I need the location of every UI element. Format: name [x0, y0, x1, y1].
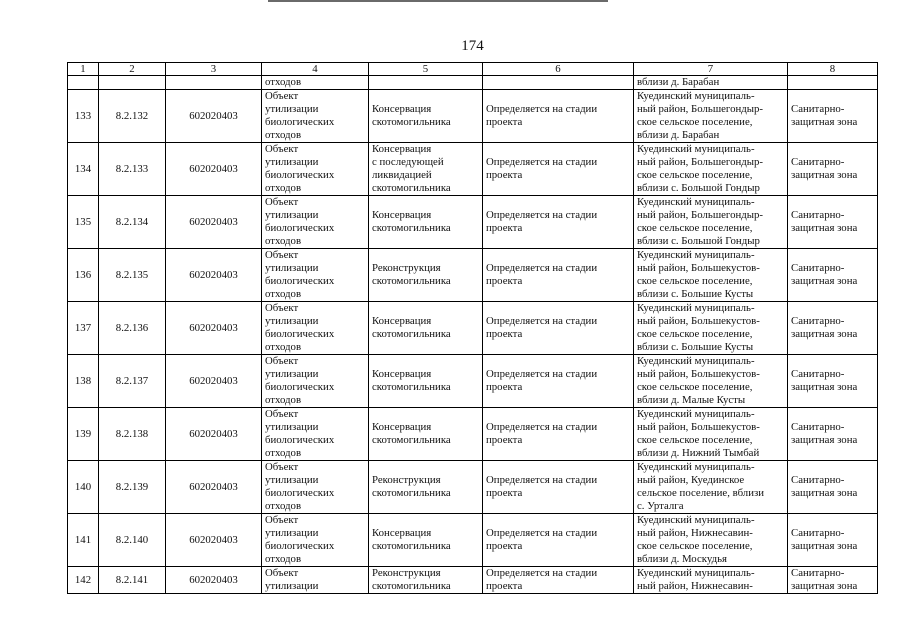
cell-no: 133 [68, 90, 99, 143]
cell-no: 140 [68, 461, 99, 514]
cell-action: Консервация скотомогильника [369, 90, 483, 143]
cell-zone: Санитарно- защитная зона [788, 408, 878, 461]
cell-term: Определяется на стадии проекта [483, 196, 634, 249]
top-rule [268, 0, 608, 2]
cell-id: 602020403 [166, 90, 262, 143]
cell-zone [788, 76, 878, 90]
cell-object: Объект утилизации биологических отходов [262, 90, 369, 143]
cell-action: Консервация скотомогильника [369, 355, 483, 408]
cell-id: 602020403 [166, 567, 262, 594]
cell-id: 602020403 [166, 408, 262, 461]
col-header-5: 5 [369, 63, 483, 76]
table-row [68, 514, 878, 567]
table-row [68, 302, 878, 355]
cell-action: Консервация скотомогильника [369, 514, 483, 567]
cell-location: Куединский муниципаль- ный район, Большегондыр- ское сельское поселение, вблизи с. Большой Гондыр [634, 196, 788, 249]
cell-location: Куединский муниципаль- ный район, Большекустов- ское сельское поселение, вблизи д. Малые Кусты [634, 355, 788, 408]
cell-no: 138 [68, 355, 99, 408]
cell-zone: Санитарно- защитная зона [788, 249, 878, 302]
cell-id: 602020403 [166, 514, 262, 567]
cell-zone: Санитарно- защитная зона [788, 90, 878, 143]
cell-code: 8.2.133 [99, 143, 166, 196]
cell-zone: Санитарно- защитная зона [788, 514, 878, 567]
cell-term: Определяется на стадии проекта [483, 249, 634, 302]
cell-code: 8.2.138 [99, 408, 166, 461]
cell-no: 142 [68, 567, 99, 594]
cell-action: Реконструкция скотомогильника [369, 249, 483, 302]
cell-code: 8.2.132 [99, 90, 166, 143]
table-row [68, 567, 878, 594]
table-row [68, 249, 878, 302]
cell-object: Объект утилизации биологических отходов [262, 196, 369, 249]
col-header-8: 8 [788, 63, 878, 76]
cell-action: Консервация скотомогильника [369, 196, 483, 249]
cell-code: 8.2.136 [99, 302, 166, 355]
cell-term [483, 76, 634, 90]
cell-term: Определяется на стадии проекта [483, 355, 634, 408]
cell-no: 141 [68, 514, 99, 567]
col-header-4: 4 [262, 63, 369, 76]
col-header-1: 1 [68, 63, 99, 76]
col-header-3: 3 [166, 63, 262, 76]
cell-zone: Санитарно- защитная зона [788, 461, 878, 514]
cell-object: Объект утилизации биологических отходов [262, 249, 369, 302]
cell-term: Определяется на стадии проекта [483, 143, 634, 196]
column-number-row [68, 63, 878, 76]
page-number: 174 [461, 38, 484, 54]
cell-location: Куединский муниципаль- ный район, Большекустов- ское сельское поселение, вблизи д. Нижний Тымбай [634, 408, 788, 461]
cell-code [99, 76, 166, 90]
cell-object: Объект утилизации [262, 567, 369, 594]
table-row [68, 355, 878, 408]
cell-action: Реконструкция скотомогильника [369, 567, 483, 594]
cell-location: Куединский муниципаль- ный район, Большегондыр- ское сельское поселение, вблизи с. Большой Гондыр [634, 143, 788, 196]
cell-id: 602020403 [166, 355, 262, 408]
cell-id: 602020403 [166, 302, 262, 355]
cell-location: Куединский муниципаль- ный район, Большекустов- ское сельское поселение, вблизи с. Большие Кусты [634, 249, 788, 302]
cell-action: Реконструкция скотомогильника [369, 461, 483, 514]
cell-zone: Санитарно- защитная зона [788, 355, 878, 408]
cell-object: Объект утилизации биологических отходов [262, 143, 369, 196]
cell-action: Консервация с последующей ликвидацией скотомогильника [369, 143, 483, 196]
table-row [68, 143, 878, 196]
cell-code: 8.2.137 [99, 355, 166, 408]
col-header-6: 6 [483, 63, 634, 76]
cell-no: 139 [68, 408, 99, 461]
cell-no: 136 [68, 249, 99, 302]
cell-id: 602020403 [166, 196, 262, 249]
cell-term: Определяется на стадии проекта [483, 461, 634, 514]
cell-location: Куединский муниципаль- ный район, Нижнесавин- ское сельское поселение, вблизи д. Москудья [634, 514, 788, 567]
cell-no [68, 76, 99, 90]
cell-location: вблизи д. Барабан [634, 76, 788, 90]
cell-location: Куединский муниципаль- ный район, Большегондыр- ское сельское поселение, вблизи д. Барабан [634, 90, 788, 143]
cell-object: Объект утилизации биологических отходов [262, 461, 369, 514]
cell-location: Куединский муниципаль- ный район, Нижнесавин- [634, 567, 788, 594]
col-header-2: 2 [99, 63, 166, 76]
cell-zone: Санитарно- защитная зона [788, 143, 878, 196]
cell-id: 602020403 [166, 143, 262, 196]
cell-term: Определяется на стадии проекта [483, 567, 634, 594]
cell-code: 8.2.140 [99, 514, 166, 567]
cell-zone: Санитарно- защитная зона [788, 302, 878, 355]
cell-no: 137 [68, 302, 99, 355]
cell-location: Куединский муниципаль- ный район, Куединское сельское поселение, вблизи с. Урталга [634, 461, 788, 514]
cell-zone: Санитарно- защитная зона [788, 196, 878, 249]
cell-location: Куединский муниципаль- ный район, Большекустов- ское сельское поселение, вблизи с. Большие Кусты [634, 302, 788, 355]
cell-action: Консервация скотомогильника [369, 408, 483, 461]
cell-id: 602020403 [166, 249, 262, 302]
cell-term: Определяется на стадии проекта [483, 302, 634, 355]
register-table [67, 62, 878, 594]
cell-no: 135 [68, 196, 99, 249]
cell-code: 8.2.134 [99, 196, 166, 249]
cell-action: Консервация скотомогильника [369, 302, 483, 355]
cell-object: Объект утилизации биологических отходов [262, 302, 369, 355]
cell-code: 8.2.141 [99, 567, 166, 594]
cell-id: 602020403 [166, 461, 262, 514]
cell-object: отходов [262, 76, 369, 90]
cell-term: Определяется на стадии проекта [483, 514, 634, 567]
cell-id [166, 76, 262, 90]
table-row [68, 196, 878, 249]
continuation-row [68, 76, 878, 90]
cell-object: Объект утилизации биологических отходов [262, 408, 369, 461]
cell-term: Определяется на стадии проекта [483, 408, 634, 461]
table-row [68, 408, 878, 461]
cell-action [369, 76, 483, 90]
cell-code: 8.2.135 [99, 249, 166, 302]
cell-object: Объект утилизации биологических отходов [262, 514, 369, 567]
cell-zone: Санитарно- защитная зона [788, 567, 878, 594]
table-row [68, 90, 878, 143]
cell-term: Определяется на стадии проекта [483, 90, 634, 143]
table-row [68, 461, 878, 514]
cell-object: Объект утилизации биологических отходов [262, 355, 369, 408]
cell-no: 134 [68, 143, 99, 196]
cell-code: 8.2.139 [99, 461, 166, 514]
col-header-7: 7 [634, 63, 788, 76]
